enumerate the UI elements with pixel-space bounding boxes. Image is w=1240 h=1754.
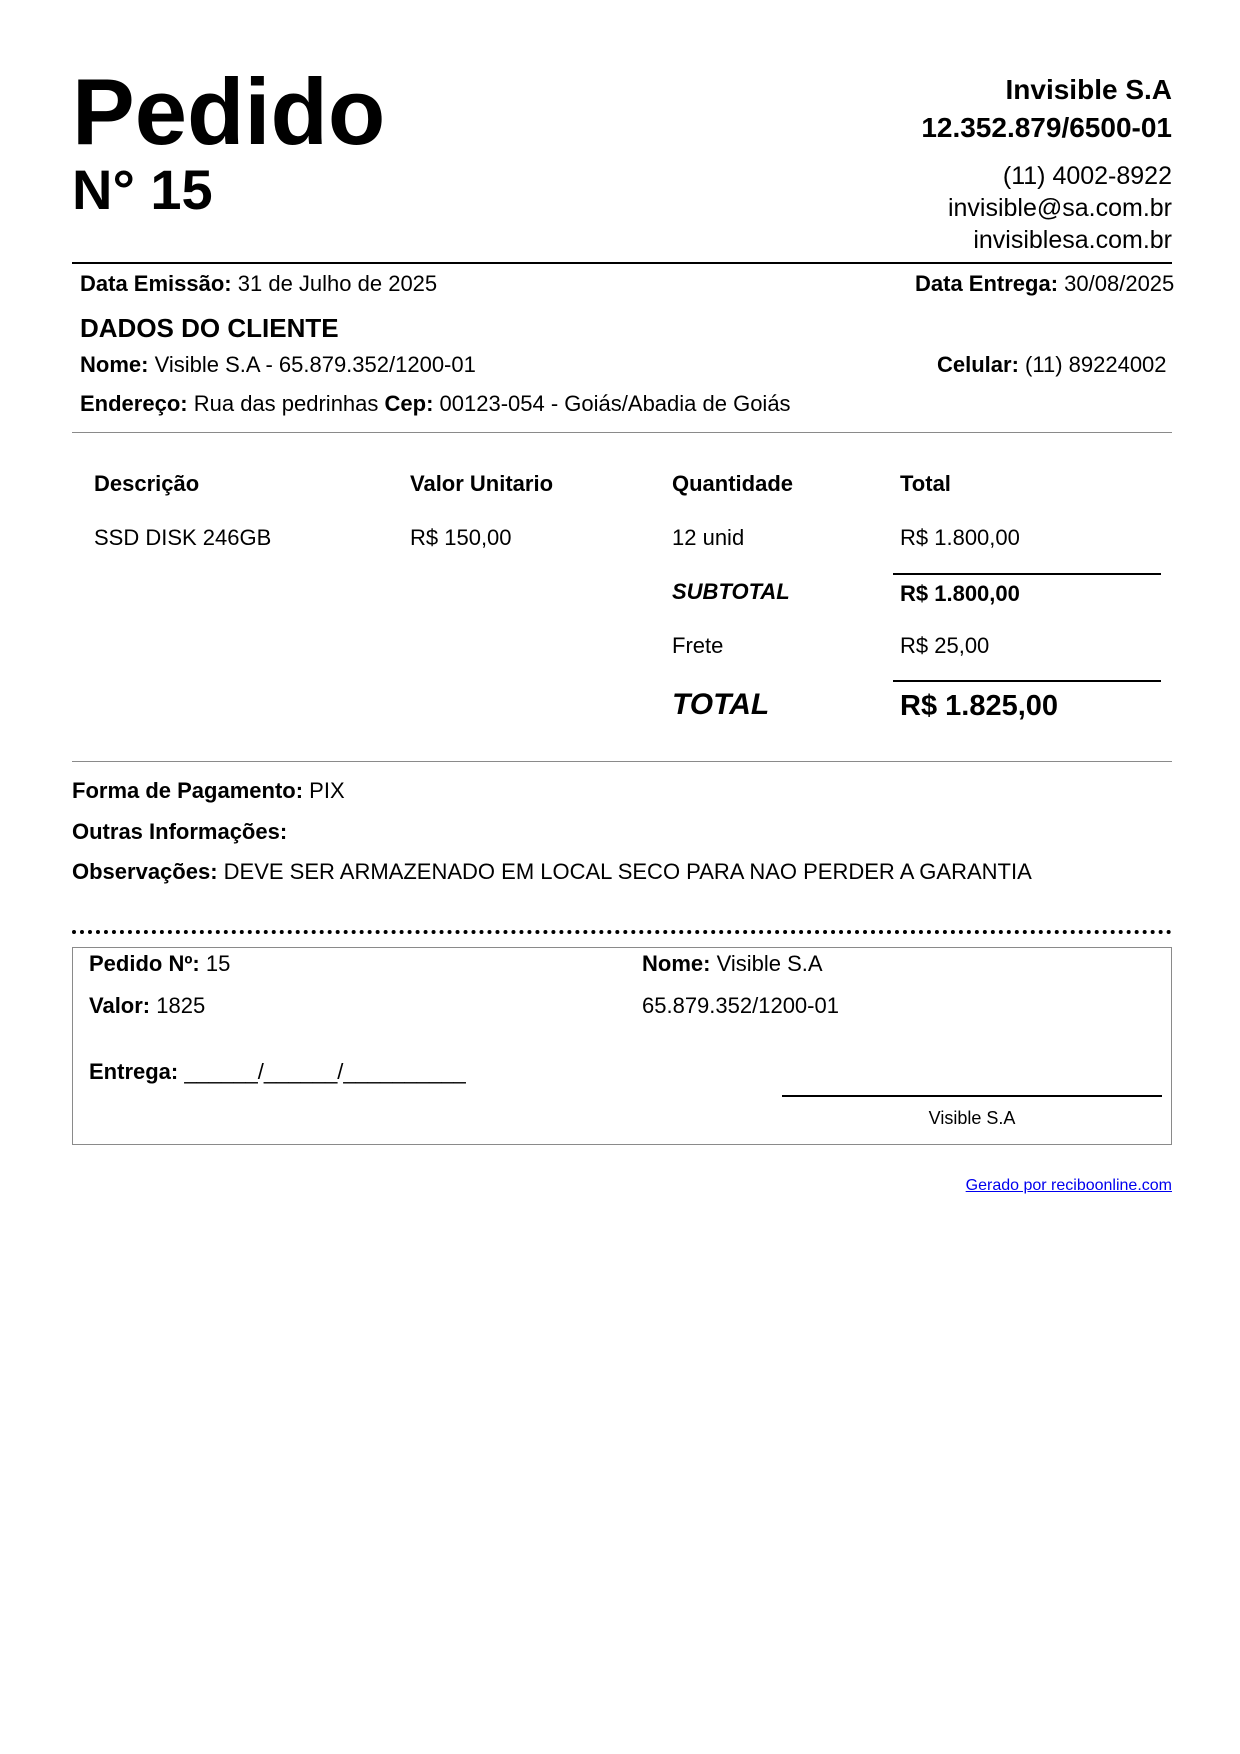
- header-divider: [72, 262, 1172, 264]
- client-phone-value: (11) 89224002: [1025, 352, 1167, 377]
- subtotal-label: SUBTOTAL: [672, 579, 790, 604]
- subtotal-value: R$ 1.800,00: [900, 581, 1020, 606]
- receipt-delivery-label: Entrega:: [89, 1059, 179, 1084]
- client-cep-label: Cep:: [384, 391, 434, 416]
- receipt-order-label: Pedido Nº:: [89, 951, 200, 976]
- table-divider: [72, 761, 1172, 762]
- column-header-total: Total: [900, 471, 951, 496]
- delivery-date: [915, 270, 1174, 298]
- client-phone-label: Celular:: [937, 352, 1019, 377]
- company-email: invisible@sa.com.br: [947, 194, 1172, 222]
- signature-line: [782, 1095, 1162, 1097]
- company-website: invisiblesa.com.br: [973, 226, 1172, 254]
- subtotal-rule: [893, 573, 1161, 575]
- emission-date: [80, 270, 437, 298]
- receipt-name-value: Visible S.A: [716, 951, 823, 976]
- item-quantity: 12 unid: [672, 525, 745, 550]
- payment-method: [72, 777, 345, 805]
- emission-date-label: Data Emissão:: [80, 271, 232, 296]
- client-address: [80, 390, 791, 418]
- company-name: Invisible S.A: [1005, 74, 1172, 105]
- item-unit-price: R$ 150,00: [410, 525, 512, 550]
- client-name: [80, 351, 476, 379]
- delivery-date-value: 30/08/2025: [1064, 271, 1175, 296]
- receipt-value-label: Valor:: [89, 993, 151, 1018]
- receipt-order-value: 15: [205, 951, 231, 976]
- order-number: N° 15: [72, 158, 213, 221]
- column-header-quantity: Quantidade: [672, 471, 794, 496]
- receipt-name-label: Nome:: [642, 951, 711, 976]
- company-cnpj: 12.352.879/6500-01: [921, 112, 1172, 143]
- client-section-title: DADOS DO CLIENTE: [80, 313, 339, 343]
- column-header-unit-price: Valor Unitario: [410, 471, 554, 496]
- other-info: [72, 818, 287, 846]
- cut-line: [72, 930, 1172, 934]
- item-description: SSD DISK 246GB: [94, 525, 272, 550]
- receipt-name: [642, 950, 823, 978]
- shipping-value: R$ 25,00: [900, 633, 990, 658]
- other-info-label: Outras Informações:: [72, 819, 288, 844]
- receipt-delivery-blank: ______/______/__________: [184, 1059, 466, 1084]
- shipping-label: Frete: [672, 633, 724, 658]
- receipt-delivery: [89, 1058, 466, 1086]
- client-address-label: Endereço:: [80, 391, 188, 416]
- emission-date-value: 31 de Julho de 2025: [237, 271, 438, 296]
- delivery-date-label: Data Entrega:: [915, 271, 1059, 296]
- notes-value: DEVE SER ARMAZENADO EM LOCAL SECO PARA NAO PERDER A GARANTIA: [223, 859, 1032, 884]
- payment-method-value: PIX: [309, 778, 345, 803]
- notes: [72, 858, 1032, 886]
- client-name-label: Nome:: [80, 352, 149, 377]
- total-label: TOTAL: [672, 688, 770, 721]
- client-cep-value: 00123-054 - Goiás/Abadia de Goiás: [439, 391, 791, 416]
- total-rule: [893, 680, 1161, 682]
- client-address-value: Rua das pedrinhas: [193, 391, 379, 416]
- generated-by-link[interactable]: Gerado por reciboonline.com: [965, 1177, 1172, 1194]
- total-value: R$ 1.825,00: [900, 690, 1059, 722]
- notes-label: Observações:: [72, 859, 218, 884]
- client-name-value: Visible S.A - 65.879.352/1200-01: [154, 352, 476, 377]
- client-divider: [72, 432, 1172, 433]
- column-header-description: Descrição: [94, 471, 200, 496]
- page-title: Pedido: [72, 59, 386, 164]
- company-phone: (11) 4002-8922: [1002, 162, 1172, 190]
- receipt-order: [89, 950, 230, 978]
- client-phone: [937, 351, 1167, 379]
- signature-name: Visible S.A: [928, 1108, 1016, 1128]
- payment-method-label: Forma de Pagamento:: [72, 778, 304, 803]
- receipt-value: [89, 992, 205, 1020]
- item-total: R$ 1.800,00: [900, 525, 1020, 550]
- receipt-value-value: 1825: [156, 993, 206, 1018]
- receipt-doc: 65.879.352/1200-01: [642, 993, 839, 1018]
